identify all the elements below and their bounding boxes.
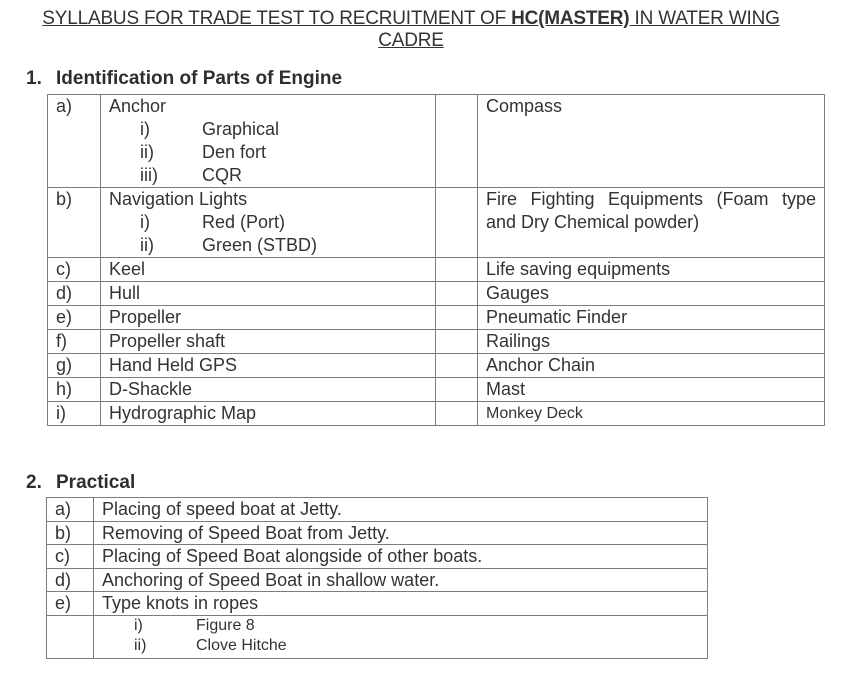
- blank-cell: [436, 330, 478, 354]
- blank-cell: [436, 402, 478, 426]
- title-bold-role: HC(MASTER): [511, 8, 630, 29]
- sub-item: i) Graphical: [140, 119, 280, 139]
- table-row: e) Type knots in ropes: [47, 592, 708, 616]
- sub-item: ii) Den fort: [140, 142, 267, 162]
- sub-item: iii) CQR: [140, 165, 242, 185]
- blank-cell: [436, 306, 478, 330]
- sub-item: ii) Green (STBD): [140, 235, 318, 255]
- table-row: c) Keel Life saving equipments: [48, 258, 825, 282]
- sub-item: i) Figure 8: [134, 616, 255, 634]
- section-2-heading: 2. Practical: [26, 472, 136, 493]
- table-row: d) Anchoring of Speed Boat in shallow water.: [47, 568, 708, 592]
- blank-cell: [436, 378, 478, 402]
- table-row: g) Hand Held GPS Anchor Chain: [48, 354, 825, 378]
- practical-table: [46, 497, 708, 659]
- table-row: b) Navigation Lights i) Red (Port) ii) Green (STBD) Fire Fighting Equipments (Foam type and Dry Chemical powder): [48, 188, 825, 258]
- table-row: i) Hydrographic Map Monkey Deck: [48, 402, 825, 426]
- parts-identification-table: [47, 94, 825, 426]
- table-row: f) Propeller shaft Railings: [48, 330, 825, 354]
- blank-cell: [436, 258, 478, 282]
- blank-cell: [436, 188, 478, 258]
- table-row: a) Anchor i) Graphical ii) Den fort iii) CQR Compass: [48, 95, 825, 188]
- table-row: b) Removing of Speed Boat from Jetty.: [47, 521, 708, 545]
- table-row: c) Placing of Speed Boat alongside of other boats.: [47, 545, 708, 569]
- title-line-1: SYLLABUS FOR TRADE TEST TO RECRUITMENT OF HC(MASTER) IN WATER WING: [42, 8, 780, 29]
- document-title: [0, 8, 822, 52]
- blank-cell: [436, 282, 478, 306]
- sub-item: i) Red (Port): [140, 212, 286, 232]
- table-row: [47, 615, 708, 658]
- title-line-2: CADRE: [378, 30, 444, 51]
- table-row: d) Hull Gauges: [48, 282, 825, 306]
- sub-item: ii) Clove Hitche: [134, 636, 287, 654]
- table-row: a) Placing of speed boat at Jetty.: [47, 498, 708, 522]
- table-row: h) D-Shackle Mast: [48, 378, 825, 402]
- section-1-heading: 1. Identification of Parts of Engine: [26, 68, 343, 89]
- blank-cell: [47, 615, 94, 658]
- blank-cell: [436, 354, 478, 378]
- table-row: e) Propeller Pneumatic Finder: [48, 306, 825, 330]
- blank-cell: [436, 95, 478, 188]
